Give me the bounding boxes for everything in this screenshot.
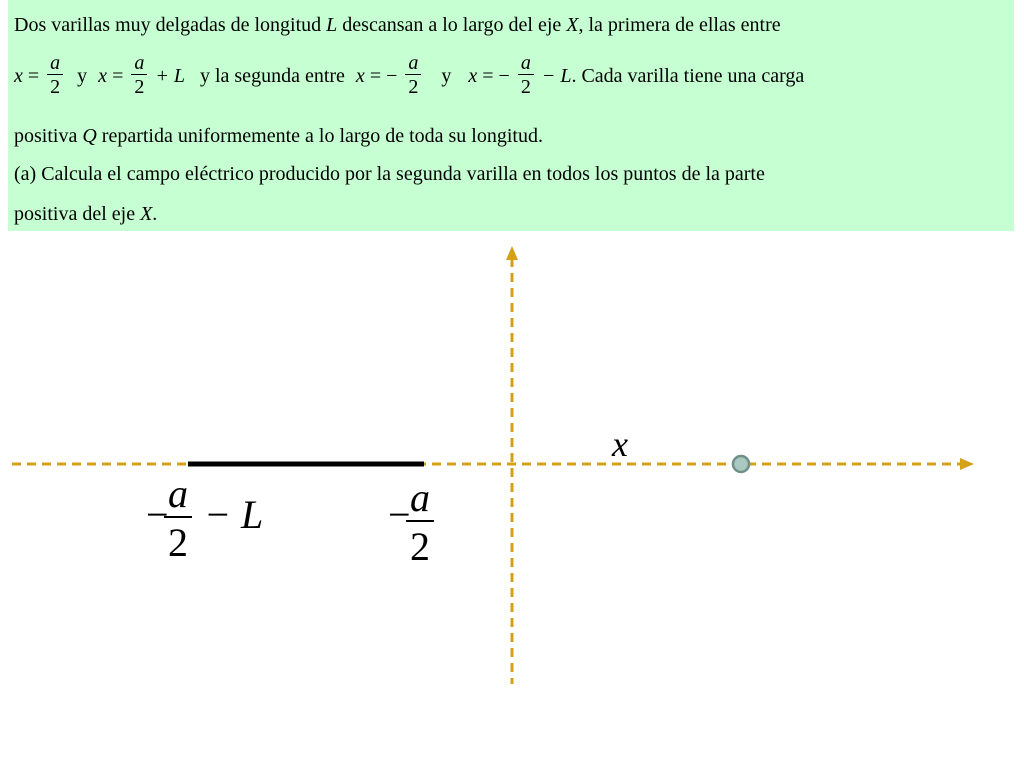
fraction-den: 2	[168, 520, 188, 565]
text: , la primera de ellas entre	[578, 14, 781, 36]
text: descansan a lo largo del eje	[337, 14, 567, 36]
plus-L: + L	[155, 64, 185, 87]
equals-minus: = −	[482, 64, 510, 87]
equals-sign: =	[112, 64, 124, 87]
fraction-num: a	[164, 472, 192, 518]
label-right-fraction	[406, 476, 434, 572]
fraction-den: 2	[520, 76, 531, 98]
text: y la segunda entre	[199, 64, 345, 87]
minus-L: − L	[541, 64, 572, 87]
var-x: x	[98, 64, 108, 87]
fraction-den: 2	[134, 76, 145, 98]
label-left-minus-L: − L	[204, 492, 264, 537]
fraction-den: 2	[408, 76, 419, 98]
x-axis-arrowhead	[960, 458, 974, 470]
text: .	[152, 203, 158, 225]
fraction-den: 2	[410, 524, 430, 569]
label-left-minus: −	[146, 492, 169, 537]
text: repartida uniformemente a lo largo de toda su longitud.	[96, 125, 543, 147]
fraction-num: a	[47, 52, 63, 75]
text: y	[77, 64, 88, 87]
var-X: X	[140, 203, 153, 225]
equals-sign: =	[27, 64, 40, 87]
text: y	[441, 64, 452, 87]
label-right-minus: −	[388, 492, 411, 537]
fraction-num: a	[131, 52, 147, 75]
fraction-num: a	[405, 52, 421, 75]
var-x: x	[355, 64, 365, 87]
fraction-den: 2	[50, 76, 61, 98]
fraction-num: a	[518, 52, 534, 75]
y-axis-arrowhead	[506, 246, 518, 260]
x-position-label: x	[612, 424, 628, 464]
var-Q: Q	[82, 125, 97, 147]
text: . Cada varilla tiene una carga	[571, 64, 805, 87]
var-x: x	[14, 64, 23, 87]
var-x: x	[468, 64, 478, 87]
text: (a) Calcula el campo eléctrico producido por la segunda varilla en todos los puntos de la parte	[14, 163, 765, 185]
text: Dos varillas muy delgadas de longitud	[14, 14, 327, 36]
var-L: L	[326, 14, 338, 36]
fraction-num: a	[406, 476, 434, 522]
label-left-fraction	[164, 472, 192, 568]
field-point	[733, 456, 749, 472]
equals-minus: = −	[369, 64, 398, 87]
text: positiva	[14, 125, 83, 147]
text: positiva del eje	[14, 203, 141, 225]
var-X: X	[566, 14, 579, 36]
